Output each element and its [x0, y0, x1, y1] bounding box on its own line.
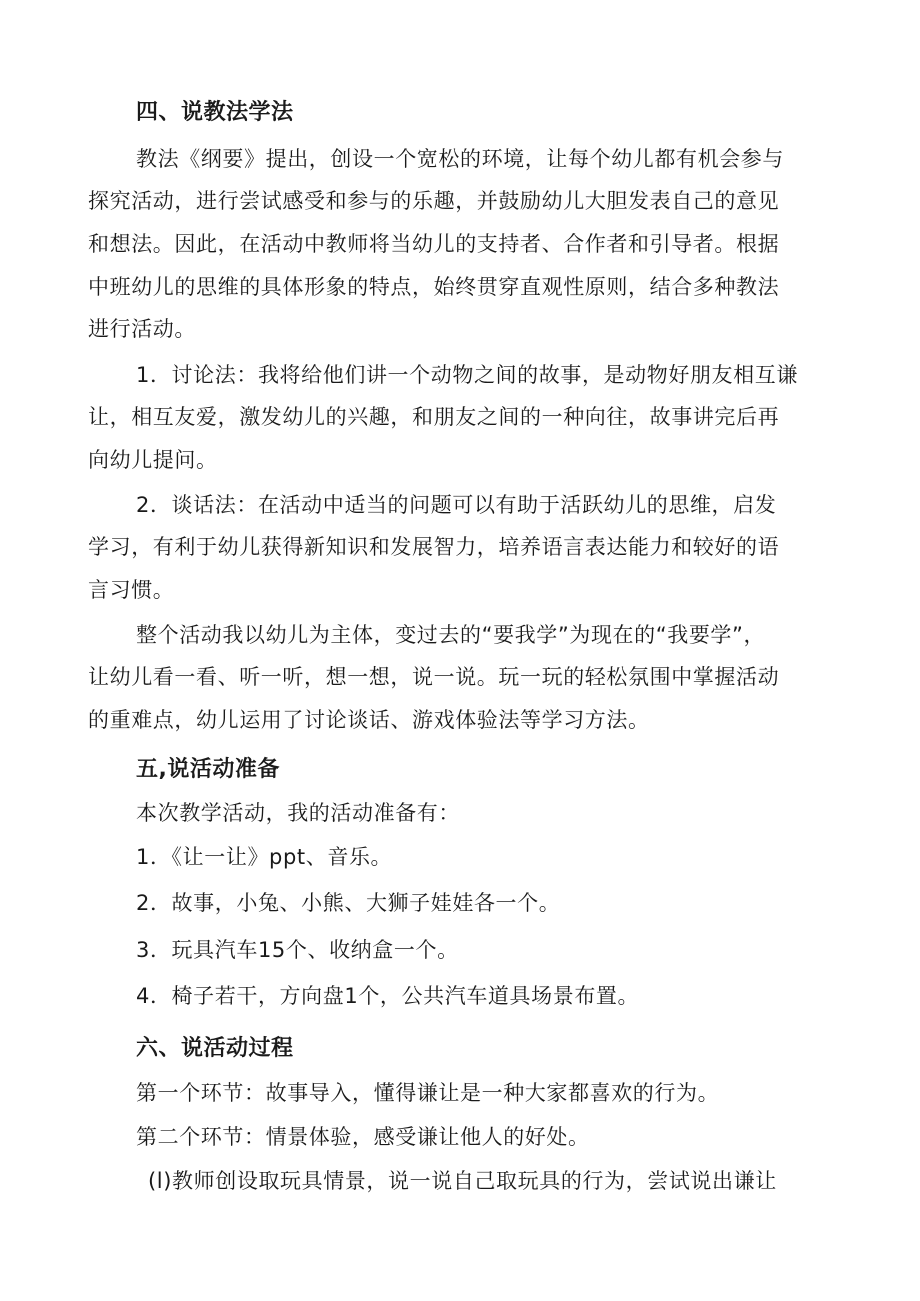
section-heading-preparation: 五,说活动准备: [136, 757, 280, 782]
preparation-item: 3．玩具汽车15个、收纳盒一个。: [136, 938, 459, 962]
process-step: 第一个环节：故事导入，懂得谦让是一种大家都喜欢的行为。: [136, 1081, 720, 1105]
method-discussion-line: 让，相互友爱，激发幼儿的兴趣，和朋友之间的一种向往，故事讲完后再: [88, 405, 780, 429]
method-conversation-line: 2．谈话法：在活动中适当的问题可以有助于活跃幼儿的思维，启发: [136, 493, 777, 517]
summary-line: 的重难点，幼儿运用了讨论谈话、游戏体验法等学习方法。: [88, 708, 650, 732]
paragraph-line: 教法《纲要》提出，创设一个宽松的环境，让每个幼儿都有机会参与: [136, 147, 784, 171]
paragraph-line: 和想法。因此，在活动中教师将当幼儿的支持者、合作者和引导者。根据: [88, 232, 780, 256]
section-heading-teaching-methods: 四、说教法学法: [136, 100, 294, 125]
preparation-item: 1．《让一让》ppt、音乐。: [136, 845, 393, 869]
method-conversation-line: 学习，有利于幼儿获得新知识和发展智力，培养语言表达能力和较好的语: [88, 535, 780, 559]
summary-line: 让幼儿看一看、听一听，想一想，说一说。玩一玩的轻松氛围中掌握活动: [88, 665, 780, 689]
process-step: 第二个环节：情景体验，感受谦让他人的好处。: [136, 1125, 590, 1149]
preparation-item: 4．椅子若干，方向盘1个，公共汽车道具场景布置。: [136, 984, 640, 1008]
method-discussion-line: 1．讨论法：我将给他们讲一个动物之间的故事，是动物好朋友相互谦: [136, 363, 798, 387]
paragraph-line: 探究活动，进行尝试感受和参与的乐趣，并鼓励幼儿大胆发表自己的意见: [88, 189, 780, 213]
preparation-item: 2．故事，小兔、小熊、大狮子娃娃各一个。: [136, 891, 561, 915]
paragraph-line: 进行活动。: [88, 317, 196, 341]
method-conversation-line: 言习惯。: [88, 578, 175, 602]
summary-line: 整个活动我以幼儿为主体，变过去的“要我学”为现在的“我要学”，: [136, 623, 766, 647]
process-sub-step: (l)教师创设取玩具情景，说一说自己取玩具的行为，尝试说出谦让: [148, 1169, 777, 1193]
method-discussion-line: 向幼儿提问。: [88, 448, 218, 472]
paragraph-line: 中班幼儿的思维的具体形象的特点，始终贯穿直观性原则，结合多种教法: [88, 275, 780, 299]
section-heading-process: 六、说活动过程: [136, 1036, 294, 1061]
preparation-intro: 本次教学活动，我的活动准备有：: [136, 801, 460, 825]
